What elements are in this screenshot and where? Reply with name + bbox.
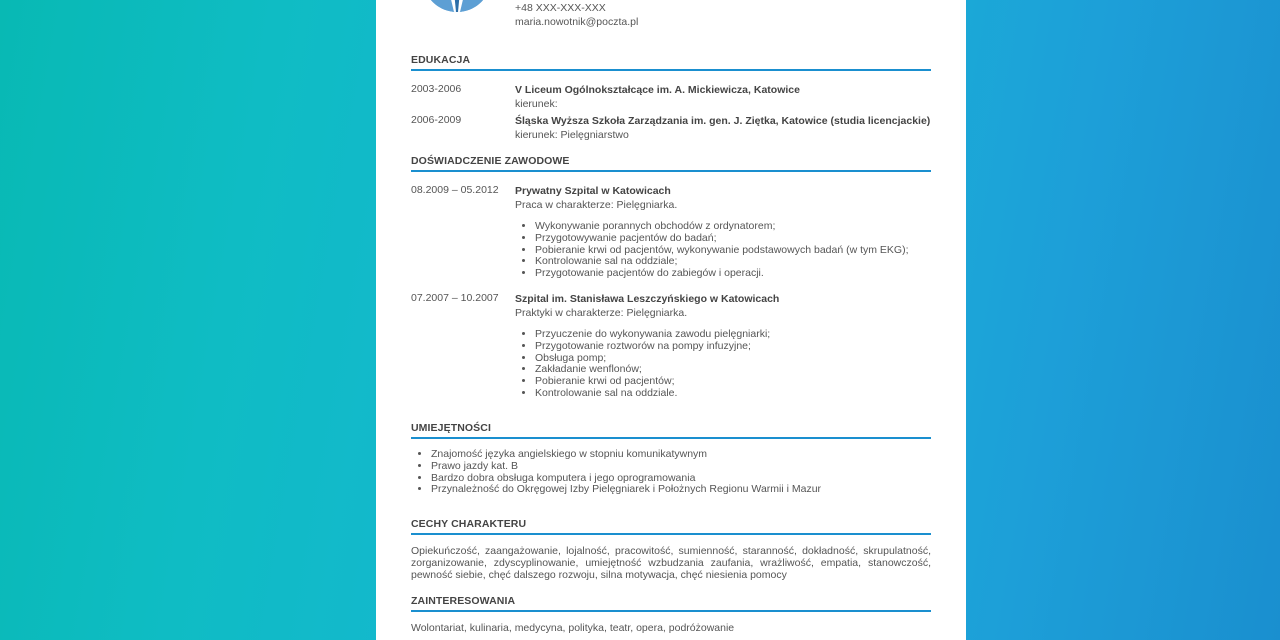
skills-section xyxy=(411,422,931,502)
list-item: • Pobieranie krwi od pacjentów, wykonywanie podstawowych badań (w tym EKG); xyxy=(535,245,931,257)
list-item: • Kontrolowanie sal na oddziale; xyxy=(535,256,931,268)
education-entry xyxy=(411,114,931,142)
experience-section xyxy=(411,155,931,405)
job-role: Praca w charakterze: Pielęgniarka. xyxy=(515,199,678,211)
list-item: • Prawo jazdy kat. B xyxy=(431,461,931,473)
list-item: • Zakładanie wenflonów; xyxy=(535,364,931,376)
list-item: • Znajomość języka angielskiego w stopniu komunikatywnym xyxy=(431,449,931,461)
education-entry xyxy=(411,83,931,111)
list-item: • Kontrolowanie sal na oddziale. xyxy=(535,388,931,400)
list-item: • Wykonywanie porannych obchodów z ordynatorem; xyxy=(535,221,931,233)
experience-entry xyxy=(411,184,931,280)
job-role: Praktyki w charakterze: Pielęgniarka. xyxy=(515,307,688,319)
interests-heading: ZAINTERESOWANIA xyxy=(411,595,931,612)
traits-heading: CECHY CHARAKTERU xyxy=(411,518,931,535)
skills-list xyxy=(411,449,931,496)
list-item: • Pobieranie krwi od pacjentów; xyxy=(535,376,931,388)
list-item: • Przygotowanie pacjentów do zabiegów i operacji. xyxy=(535,268,931,280)
list-item: • Przygotowanie roztworów na pompy infuzyjne; xyxy=(535,341,931,353)
school-detail: kierunek: Pielęgniarstwo xyxy=(515,129,629,141)
duties-list xyxy=(515,329,931,400)
email-address: maria.nowotnik@poczta.pl xyxy=(515,16,639,28)
contact-info xyxy=(515,1,638,29)
experience-entry xyxy=(411,292,931,402)
traits-section xyxy=(411,518,931,584)
traits-text: Opiekuńczość, zaangażowanie, lojalność, pracowitość, sumienność, staranność, dokładność, skrupulatność, zorganizowanie, zdyscyplinowanie, umiejętność wzbudzania zaufania, wrażliwość, empatia, stanowczość, pewność siebie, chęć dalszego rozwoju, silna motywacja, chęć niesienia pomocy xyxy=(411,545,931,581)
interests-section xyxy=(411,595,931,635)
skills-heading: UMIEJĘTNOŚCI xyxy=(411,422,931,439)
list-item: • Przygotowywanie pacjentów do badań; xyxy=(535,233,931,245)
education-heading: EDUKACJA xyxy=(411,54,931,71)
school-name: V Liceum Ogólnokształcące im. A. Mickiewicza, Katowice xyxy=(515,84,800,96)
education-date: 2006-2009 xyxy=(411,114,462,126)
interests-text: Wolontariat, kulinaria, medycyna, polityka, teatr, opera, podróżowanie xyxy=(411,622,735,634)
list-item: • Przyuczenie do wykonywania zawodu pielęgniarki; xyxy=(535,329,931,341)
experience-heading: DOŚWIADCZENIE ZAWODOWE xyxy=(411,155,931,172)
education-section xyxy=(411,54,931,144)
cv-page xyxy=(376,0,966,640)
school-name: Śląska Wyższa Szkoła Zarządzania im. gen. J. Ziętka, Katowice (studia licencjackie) xyxy=(515,115,931,127)
list-item: • Bardzo dobra obsługa komputera i jego oprogramowania xyxy=(431,473,931,485)
profile-photo xyxy=(424,0,490,12)
list-item: • Obsługa pomp; xyxy=(535,353,931,365)
duties-list xyxy=(515,221,931,280)
employer-name: Szpital im. Stanisława Leszczyńskiego w Katowicach xyxy=(515,293,780,305)
list-item: • Przynależność do Okręgowej Izby Pielęgniarek i Położnych Regionu Warmii i Mazur xyxy=(431,484,931,496)
experience-date: 08.2009 – 05.2012 xyxy=(411,184,499,196)
school-detail: kierunek: xyxy=(515,98,558,110)
phone-number: +48 XXX-XXX-XXX xyxy=(515,2,606,14)
employer-name: Prywatny Szpital w Katowicach xyxy=(515,185,671,197)
experience-date: 07.2007 – 10.2007 xyxy=(411,292,499,304)
education-date: 2003-2006 xyxy=(411,83,462,95)
